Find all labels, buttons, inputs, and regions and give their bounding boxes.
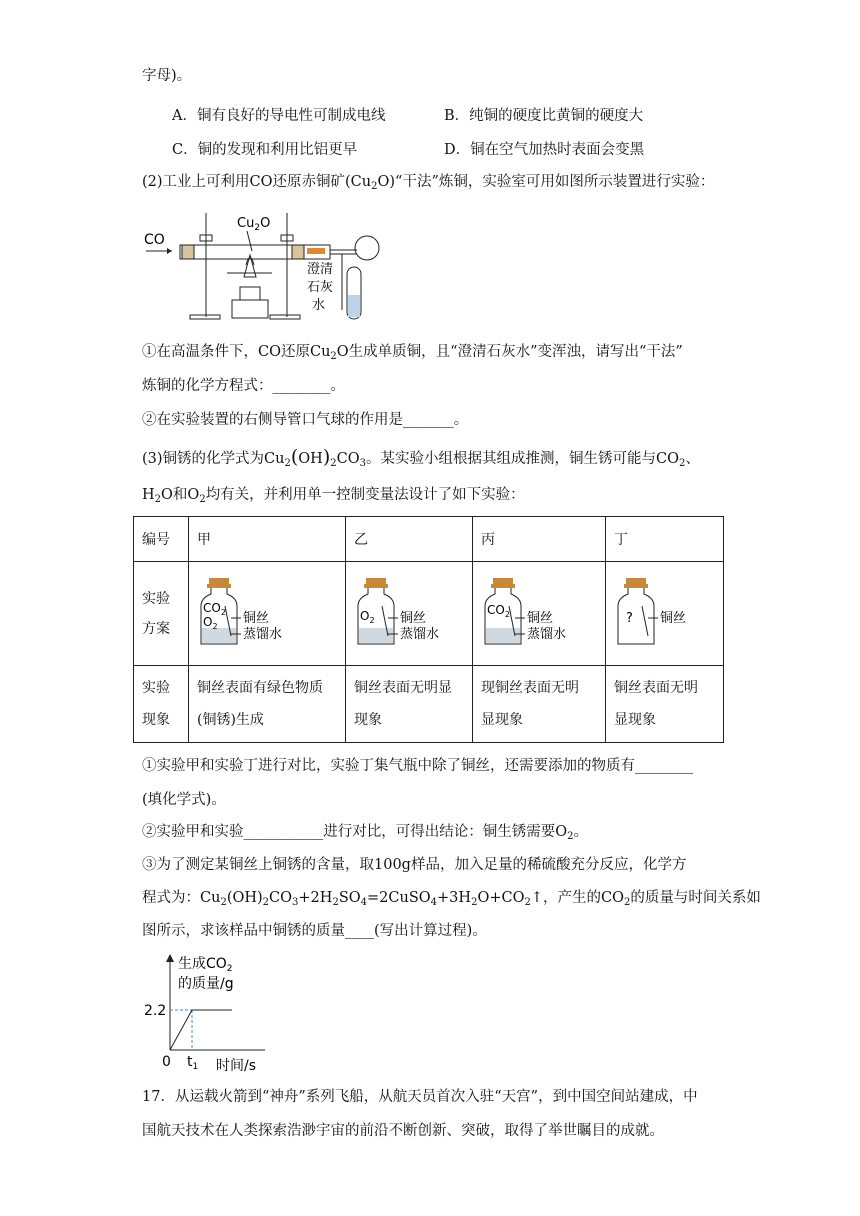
q3-sub3-line3: 图所示，求该样品中铜锈的质量____(写出计算过程)。: [142, 923, 487, 939]
svg-text:O2: $O_2$: [360, 608, 375, 625]
q3-sub2: ②实验甲和实验___________进行对比，可得出结论：铜生锈需要$O_2$。: [142, 824, 589, 842]
jar-ding-icon: [614, 576, 714, 648]
svg-text:CO2: $CO_2$: [203, 600, 226, 617]
svg-text:时间/s: 时间/s: [216, 1058, 257, 1074]
option-d: D．铜在空气加热时表面会变黑: [444, 142, 645, 158]
svg-text:Cu2O: $Cu_2O$: [237, 216, 271, 233]
svg-text:水: 水: [312, 298, 326, 313]
jar-jia-icon: [197, 576, 317, 648]
question-tail: 字母)。: [142, 68, 192, 84]
q3-intro: (3)铜锈的化学式为$Cu_2(OH)_2CO_3$。某实验小组根据其组成推测，铜生锈可能与$CO_2$、: [142, 446, 700, 469]
svg-text:铜丝: 铜丝: [660, 610, 687, 626]
header-bing: 丙: [473, 517, 606, 562]
header-yi: 乙: [346, 517, 473, 562]
q3-sub1: ①实验甲和实验丁进行对比，实验丁集气瓶中除了铜丝，还需要添加的物质有________: [142, 758, 693, 774]
co2-graph: [140, 950, 280, 1074]
row-label-plan: 实验 方案: [134, 562, 189, 666]
experiment-table: [133, 516, 724, 743]
result-jia: 铜丝表面有绿色物质 (铜锈)生成: [189, 666, 346, 743]
q3-intro-line2: $H_2O$和$O_2$均有关，并利用单一控制变量法设计了如下实验：: [142, 487, 525, 505]
svg-text:?: ?: [626, 610, 633, 626]
q3-sub3: ③为了测定某铜丝上铜锈的含量，取100g样品，加入足量的稀硫酸充分反应，化学方: [142, 857, 687, 873]
row-label-result: 实验 现象: [134, 666, 189, 743]
svg-text:2.2: 2.2: [144, 1003, 167, 1019]
result-yi: 铜丝表面无明显 现象: [346, 666, 473, 743]
option-b: B．纯铜的硬度比黄铜的硬度大: [444, 108, 644, 124]
header-ding: 丁: [606, 517, 724, 562]
svg-text:蒸馏水: 蒸馏水: [400, 626, 440, 642]
svg-text:澄清: 澄清: [307, 262, 334, 277]
svg-text:CO2: $CO_2$: [487, 602, 510, 619]
q2-sub1: ①在高温条件下，CO还原$Cu_2O$生成单质铜，且“澄清石灰水”变浑浊，请写出“干法”: [142, 344, 683, 362]
jar-yi: [346, 562, 473, 666]
svg-text:t1: $t_1$: [187, 1054, 199, 1072]
q2-sub1-line2: 炼铜的化学方程式：________。: [142, 378, 345, 394]
jar-jia: [189, 562, 346, 666]
result-ding: 铜丝表面无明 显现象: [606, 666, 724, 743]
svg-text:铜丝: 铜丝: [527, 610, 554, 626]
q3-sub1-line2: (填化学式)。: [142, 792, 226, 808]
svg-text:蒸馏水: 蒸馏水: [243, 626, 283, 642]
svg-text:0: 0: [162, 1054, 171, 1070]
q2-sub2: ②在实验装置的右侧导管口气球的作用是_______。: [142, 412, 469, 428]
apparatus-figure: [142, 205, 382, 325]
option-c: C．铜的发现和利用比铝更早: [172, 142, 358, 158]
option-a: A．铜有良好的导电性可制成电线: [172, 108, 386, 124]
q17-line1: 17．从运载火箭到“神舟”系列飞船，从航天员首次入驻“天宫”，到中国空间站建成，中: [142, 1089, 698, 1105]
svg-text:O2: $O_2$: [203, 614, 218, 631]
svg-text:蒸馏水: 蒸馏水: [527, 626, 567, 642]
jar-yi-icon: [354, 576, 454, 648]
jar-bing-icon: [481, 576, 585, 648]
svg-text:生成CO2: 生成$CO_2$: [178, 956, 233, 974]
q2-intro: (2)工业上可利用CO还原赤铜矿$(Cu_2O)“$干法”炼铜，实验室可用如图所示装置进行实验：: [142, 174, 715, 192]
svg-text:的质量/g: 的质量/g: [178, 976, 234, 992]
q3-equation: 程式为：$Cu_2(OH)_2CO_3+2H_2SO_4=2CuSO_4+3H_2O+CO_2↑$，产生的$CO_2$的质量与时间关系如: [142, 890, 761, 908]
svg-text:铜丝: 铜丝: [400, 610, 427, 626]
q17-line2: 国航天技术在人类探索浩渺宇宙的前沿不断创新、突破，取得了举世瞩目的成就。: [142, 1123, 664, 1139]
jar-bing: [473, 562, 606, 666]
svg-text:石灰: 石灰: [307, 280, 334, 295]
result-bing: 现铜丝表面无明 显现象: [473, 666, 606, 743]
svg-text:铜丝: 铜丝: [243, 610, 270, 626]
svg-text:CO: CO: [144, 232, 165, 248]
jar-ding: [606, 562, 724, 666]
header-jia: 甲: [189, 517, 346, 562]
header-number: 编号: [134, 517, 189, 562]
